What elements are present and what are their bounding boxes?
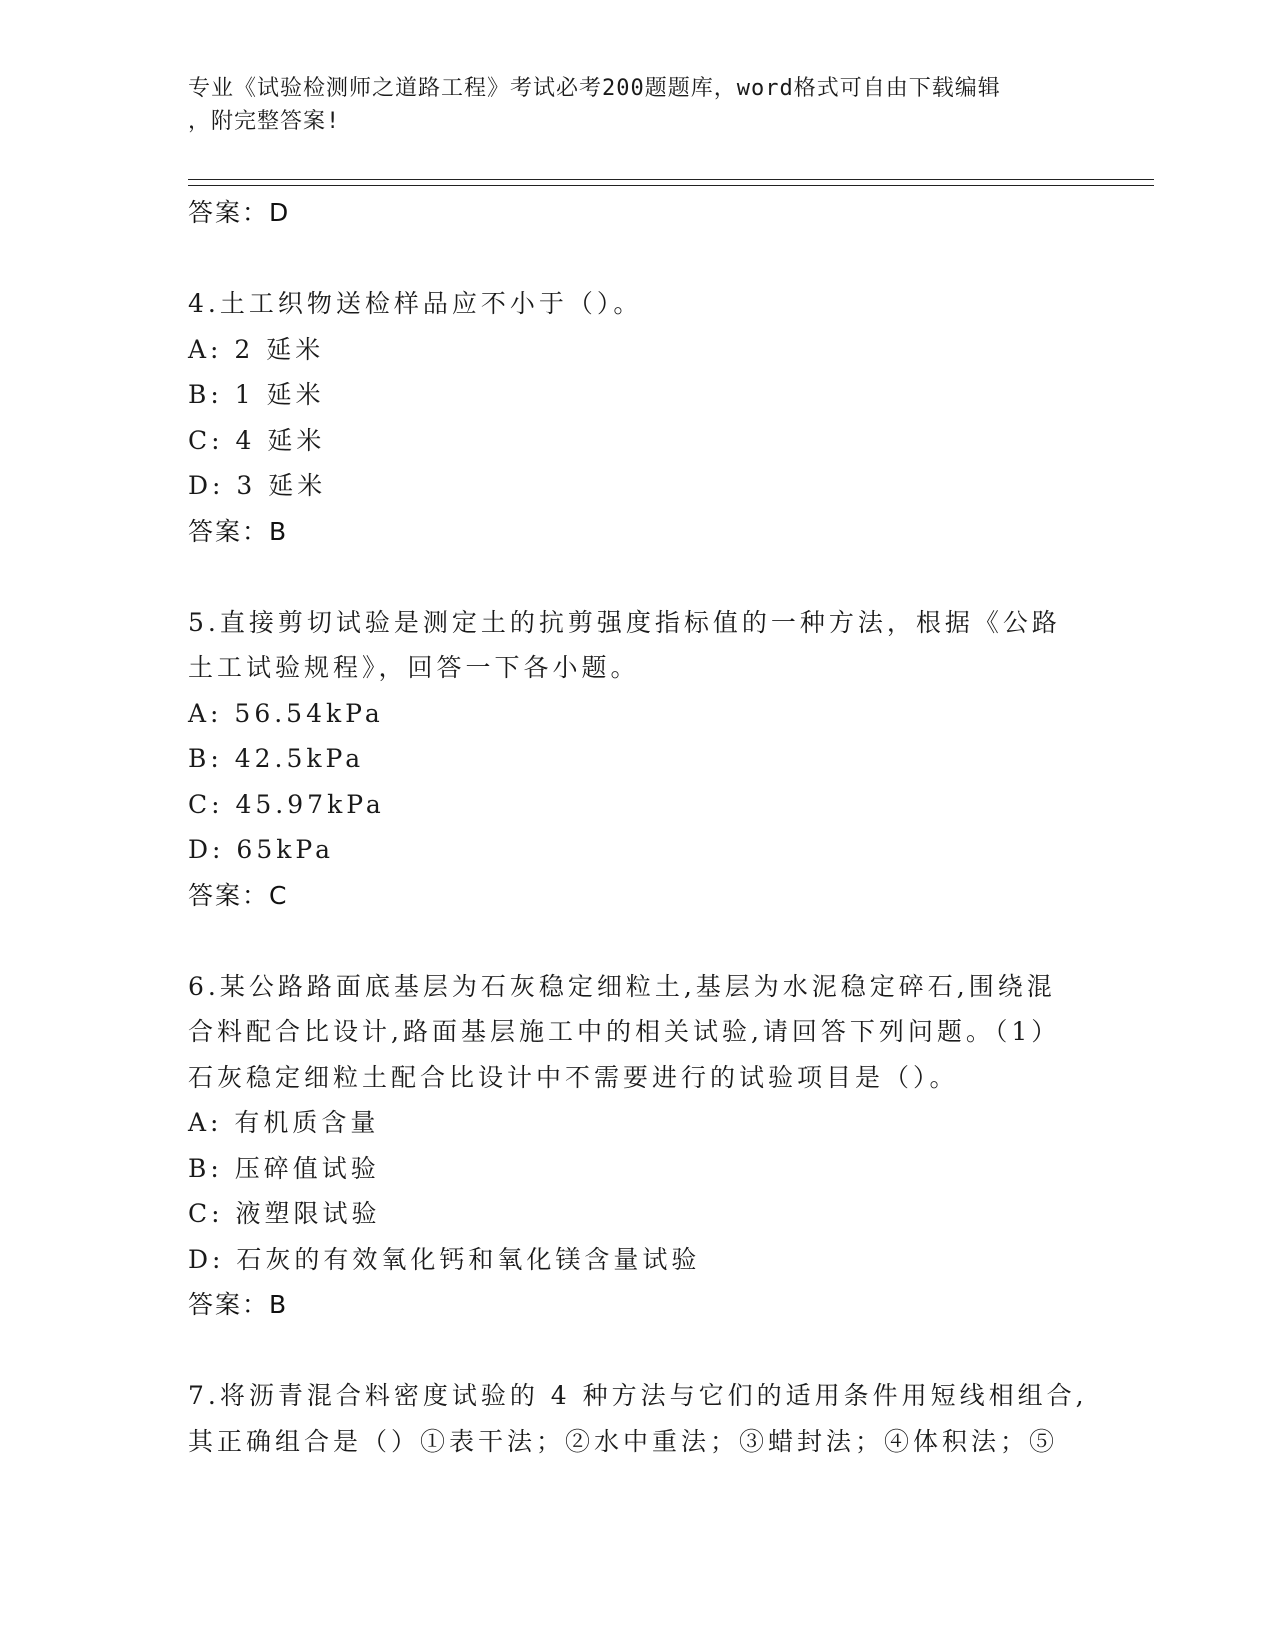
option-c: C: 45.97kPa	[188, 789, 385, 819]
answer-line: 答案：B	[188, 516, 289, 546]
question-text: 石灰稳定细粒土配合比设计中不需要进行的试验项目是（）。	[188, 1062, 959, 1092]
question-text: 4.土工织物送检样品应不小于（）。	[188, 289, 643, 318]
option-a: A: 有机质含量	[188, 1108, 380, 1137]
question-text: 合料配合比设计,路面基层施工中的相关试验,请回答下列问题。（1）	[188, 1017, 1061, 1046]
document-body	[188, 190, 1088, 1464]
option-d: D: 3 延米	[188, 471, 327, 500]
answer-line: 答案：C	[188, 880, 289, 910]
answer-line: 答案：B	[188, 1290, 289, 1319]
option-a: A: 56.54kPa	[188, 698, 384, 728]
option-b: B: 压碎值试验	[188, 1153, 380, 1183]
option-c: C: 4 延米	[188, 425, 326, 455]
header-line-1: 专业《试验检测师之道路工程》考试必考200题题库，word格式可自由下载编辑	[188, 76, 1001, 101]
document-header	[188, 72, 1068, 138]
option-b: B: 1 延米	[188, 380, 325, 409]
question-text: 5.直接剪切试验是测定土的抗剪强度指标值的一种方法，根据《公路	[188, 607, 1061, 637]
option-c: C: 液塑限试验	[188, 1199, 381, 1228]
header-rule-top	[188, 179, 1154, 180]
answer-line: 答案：D	[188, 198, 291, 227]
option-b: B: 42.5kPa	[188, 744, 365, 773]
question-block	[188, 1373, 1088, 1464]
question-block	[188, 600, 1088, 919]
question-block	[188, 964, 1088, 1328]
option-d: D: 石灰的有效氧化钙和氧化镁含量试验	[188, 1244, 701, 1274]
question-text: 6.某公路路面底基层为石灰稳定细粒土,基层为水泥稳定碎石,围绕混	[188, 971, 1056, 1001]
question-block	[188, 281, 1088, 554]
question-text: 土工试验规程》，回答一下各小题。	[188, 653, 640, 682]
question-text: 其正确组合是（）①表干法；②水中重法；③蜡封法；④体积法；⑤	[188, 1426, 1059, 1456]
option-a: A: 2 延米	[188, 334, 325, 364]
question-text: 7.将沥青混合料密度试验的 4 种方法与它们的适用条件用短线相组合,	[188, 1381, 1088, 1410]
header-line-2: ，附完整答案!	[188, 109, 341, 134]
header-rule-bottom	[188, 185, 1154, 186]
option-d: D: 65kPa	[188, 835, 334, 864]
